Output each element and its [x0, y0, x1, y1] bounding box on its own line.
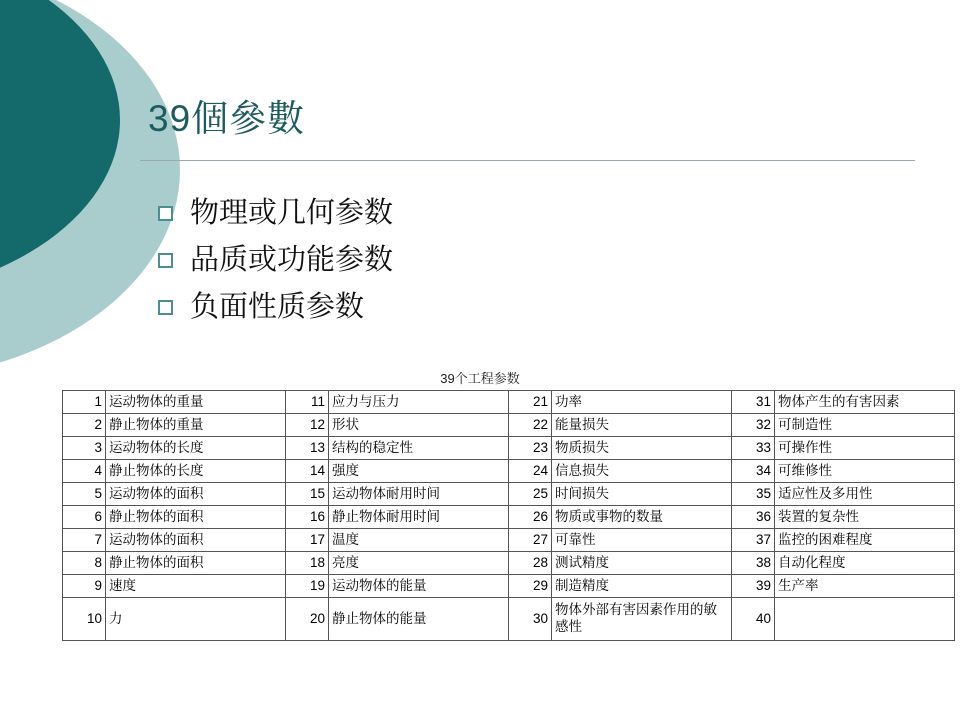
page-title: 39個參數 — [148, 98, 306, 139]
cell-number: 7 — [63, 529, 106, 552]
list-item — [158, 237, 758, 284]
cell-number: 11 — [286, 391, 329, 414]
parameters-table — [62, 390, 955, 641]
table-row — [63, 529, 955, 552]
table-caption: 39个工程参数 — [440, 371, 520, 386]
title-divider — [140, 160, 915, 161]
cell-number: 10 — [63, 598, 106, 641]
cell-number: 30 — [509, 598, 552, 641]
cell-number: 34 — [732, 460, 775, 483]
cell-number: 12 — [286, 414, 329, 437]
cell-label: 运动物体耐用时间 — [329, 483, 509, 506]
cell-number: 13 — [286, 437, 329, 460]
cell-number: 35 — [732, 483, 775, 506]
cell-label: 静止物体的长度 — [106, 460, 286, 483]
bullet-marker-icon — [158, 206, 173, 221]
cell-label: 强度 — [329, 460, 509, 483]
cell-number: 23 — [509, 437, 552, 460]
cell-number: 18 — [286, 552, 329, 575]
cell-number: 17 — [286, 529, 329, 552]
cell-label: 应力与压力 — [329, 391, 509, 414]
cell-number: 32 — [732, 414, 775, 437]
cell-number: 21 — [509, 391, 552, 414]
cell-number: 40 — [732, 598, 775, 641]
cell-label: 物质或事物的数量 — [552, 506, 732, 529]
cell-label: 能量损失 — [552, 414, 732, 437]
cell-label: 静止物体的面积 — [106, 552, 286, 575]
cell-label: 运动物体的能量 — [329, 575, 509, 598]
bullet-text: 品质或功能参数 — [190, 244, 394, 276]
bullet-text: 负面性质参数 — [190, 291, 365, 323]
cell-number: 15 — [286, 483, 329, 506]
cell-label: 装置的复杂性 — [775, 506, 955, 529]
cell-number: 38 — [732, 552, 775, 575]
bullet-marker-icon — [158, 253, 173, 268]
cell-number: 16 — [286, 506, 329, 529]
table-row — [63, 437, 955, 460]
cell-label: 静止物体的面积 — [106, 506, 286, 529]
bullet-list — [158, 190, 758, 331]
cell-number: 27 — [509, 529, 552, 552]
cell-number: 24 — [509, 460, 552, 483]
list-item — [158, 284, 758, 331]
cell-number: 28 — [509, 552, 552, 575]
cell-label: 运动物体的面积 — [106, 529, 286, 552]
cell-label: 物体外部有害因素作用的敏感性 — [552, 598, 732, 641]
cell-label: 静止物体的重量 — [106, 414, 286, 437]
cell-label: 可制造性 — [775, 414, 955, 437]
cell-label: 测试精度 — [552, 552, 732, 575]
cell-number: 1 — [63, 391, 106, 414]
cell-label: 温度 — [329, 529, 509, 552]
cell-number: 37 — [732, 529, 775, 552]
cell-number: 25 — [509, 483, 552, 506]
cell-label: 信息损失 — [552, 460, 732, 483]
table-row — [63, 506, 955, 529]
table-row — [63, 414, 955, 437]
cell-label: 自动化程度 — [775, 552, 955, 575]
bullet-marker-icon — [158, 300, 173, 315]
cell-label: 监控的困难程度 — [775, 529, 955, 552]
cell-label: 亮度 — [329, 552, 509, 575]
cell-number: 4 — [63, 460, 106, 483]
table-row — [63, 460, 955, 483]
cell-label: 可靠性 — [552, 529, 732, 552]
cell-number: 20 — [286, 598, 329, 641]
cell-number: 2 — [63, 414, 106, 437]
cell-label — [775, 598, 955, 641]
bullet-text: 物理或几何参数 — [190, 197, 394, 229]
cell-number: 19 — [286, 575, 329, 598]
table-row — [63, 598, 955, 641]
cell-label: 可维修性 — [775, 460, 955, 483]
cell-number: 8 — [63, 552, 106, 575]
cell-label: 时间损失 — [552, 483, 732, 506]
table-row — [63, 483, 955, 506]
table-row — [63, 552, 955, 575]
cell-number: 39 — [732, 575, 775, 598]
cell-number: 14 — [286, 460, 329, 483]
cell-label: 适应性及多用性 — [775, 483, 955, 506]
cell-label: 制造精度 — [552, 575, 732, 598]
cell-number: 5 — [63, 483, 106, 506]
cell-label: 静止物体的能量 — [329, 598, 509, 641]
cell-number: 31 — [732, 391, 775, 414]
cell-label: 运动物体的面积 — [106, 483, 286, 506]
cell-label: 物体产生的有害因素 — [775, 391, 955, 414]
cell-label: 功率 — [552, 391, 732, 414]
cell-label: 形状 — [329, 414, 509, 437]
table-row — [63, 391, 955, 414]
cell-label: 结构的稳定性 — [329, 437, 509, 460]
cell-number: 29 — [509, 575, 552, 598]
cell-label: 运动物体的重量 — [106, 391, 286, 414]
cell-number: 3 — [63, 437, 106, 460]
list-item — [158, 190, 758, 237]
cell-number: 26 — [509, 506, 552, 529]
table-row — [63, 575, 955, 598]
cell-label: 运动物体的长度 — [106, 437, 286, 460]
cell-number: 9 — [63, 575, 106, 598]
cell-number: 22 — [509, 414, 552, 437]
cell-label: 物质损失 — [552, 437, 732, 460]
cell-number: 6 — [63, 506, 106, 529]
cell-label: 速度 — [106, 575, 286, 598]
cell-number: 33 — [732, 437, 775, 460]
cell-label: 静止物体耐用时间 — [329, 506, 509, 529]
cell-label: 生产率 — [775, 575, 955, 598]
cell-number: 36 — [732, 506, 775, 529]
cell-label: 可操作性 — [775, 437, 955, 460]
cell-label: 力 — [106, 598, 286, 641]
